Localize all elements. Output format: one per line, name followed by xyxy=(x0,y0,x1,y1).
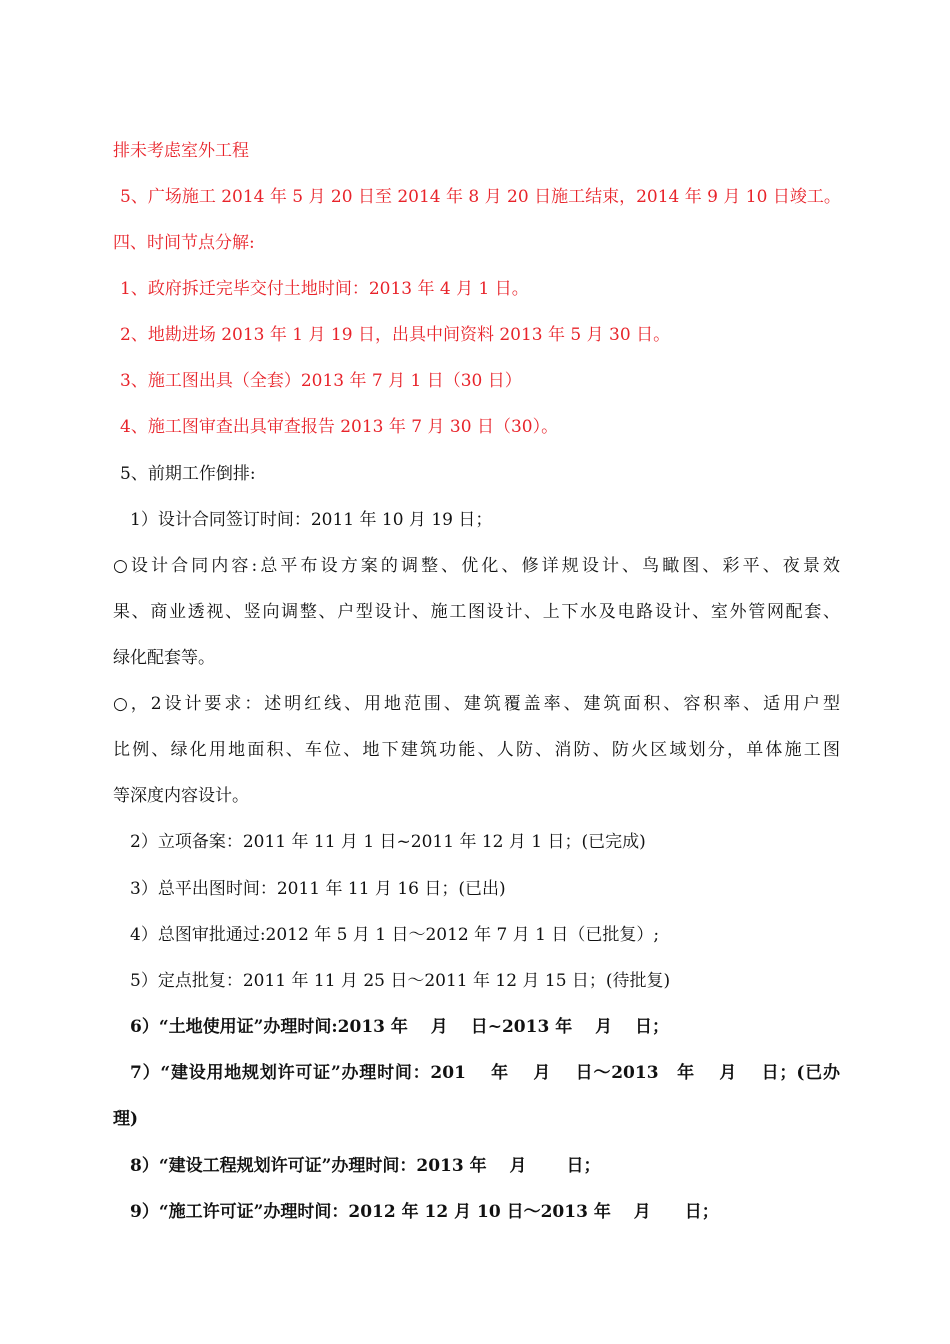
text-line: 8）“建设工程规划许可证”办理时间：2013 年 月 日； xyxy=(130,1156,601,1176)
text-line: 果、商业透视、竖向调整、户型设计、施工图设计、上下水及电路设计、室外管网配套、 xyxy=(113,602,840,622)
text-line: 5、前期工作倒排: xyxy=(120,464,256,484)
text-line: 比例、绿化用地面积、车位、地下建筑功能、人防、消防、防火区域划分，单体施工图 xyxy=(113,740,840,760)
section-heading: 四、时间节点分解: xyxy=(113,233,255,253)
text-line: 2）立项备案：2011 年 11 月 1 日~2011 年 12 月 1 日；(已完成) xyxy=(130,832,646,852)
text-line: 理) xyxy=(113,1109,139,1129)
text-line: 6）“土地使用证”办理时间:2013 年 月 日~2013 年 月 日； xyxy=(130,1017,670,1037)
text-line: 4）总图审批通过:2012 年 5 月 1 日～2012 年 7 月 1 日（已批复）; xyxy=(130,925,660,945)
text-line: 等深度内容设计。 xyxy=(113,786,249,806)
text-line: 1）设计合同签订时间：2011 年 10 月 19 日； xyxy=(130,510,493,530)
text-line: 排未考虑室外工程 xyxy=(113,141,249,161)
text-line: 2、地勘进场 2013 年 1 月 19 日，出具中间资料 2013 年 5 月 30 日。 xyxy=(120,325,671,345)
text-line: 7）“建设用地规划许可证”办理时间：201 年 月 日～2013 年 月 日；(已办 xyxy=(130,1063,840,1083)
text-line: 3、施工图出具（全套）2013 年 7 月 1 日（30 日） xyxy=(120,371,522,391)
text-line: ○设计合同内容:总平布设方案的调整、优化、修详规设计、鸟瞰图、彩平、夜景效 xyxy=(113,556,840,576)
text-line: 3）总平出图时间：2011 年 11 月 16 日；(已出) xyxy=(130,879,506,899)
text-line: 4、施工图审查出具审查报告 2013 年 7 月 30 日（30）。 xyxy=(120,417,559,437)
text-line: 绿化配套等。 xyxy=(113,648,215,668)
text-line: 9）“施工许可证”办理时间：2012 年 12 月 10 日～2013 年 月 日； xyxy=(130,1202,719,1222)
text-line: 5）定点批复：2011 年 11 月 25 日～2011 年 12 月 15 日；(待批复) xyxy=(130,971,671,991)
text-line: ○，2设计要求：述明红线、用地范围、建筑覆盖率、建筑面积、容积率、适用户型 xyxy=(113,694,840,714)
text-line: 5、广场施工 2014 年 5 月 20 日至 2014 年 8 月 20 日施工结束，2014 年 9 月 10 日竣工。 xyxy=(120,187,841,207)
text-line: 1、政府拆迁完毕交付土地时间：2013 年 4 月 1 日。 xyxy=(120,279,529,299)
